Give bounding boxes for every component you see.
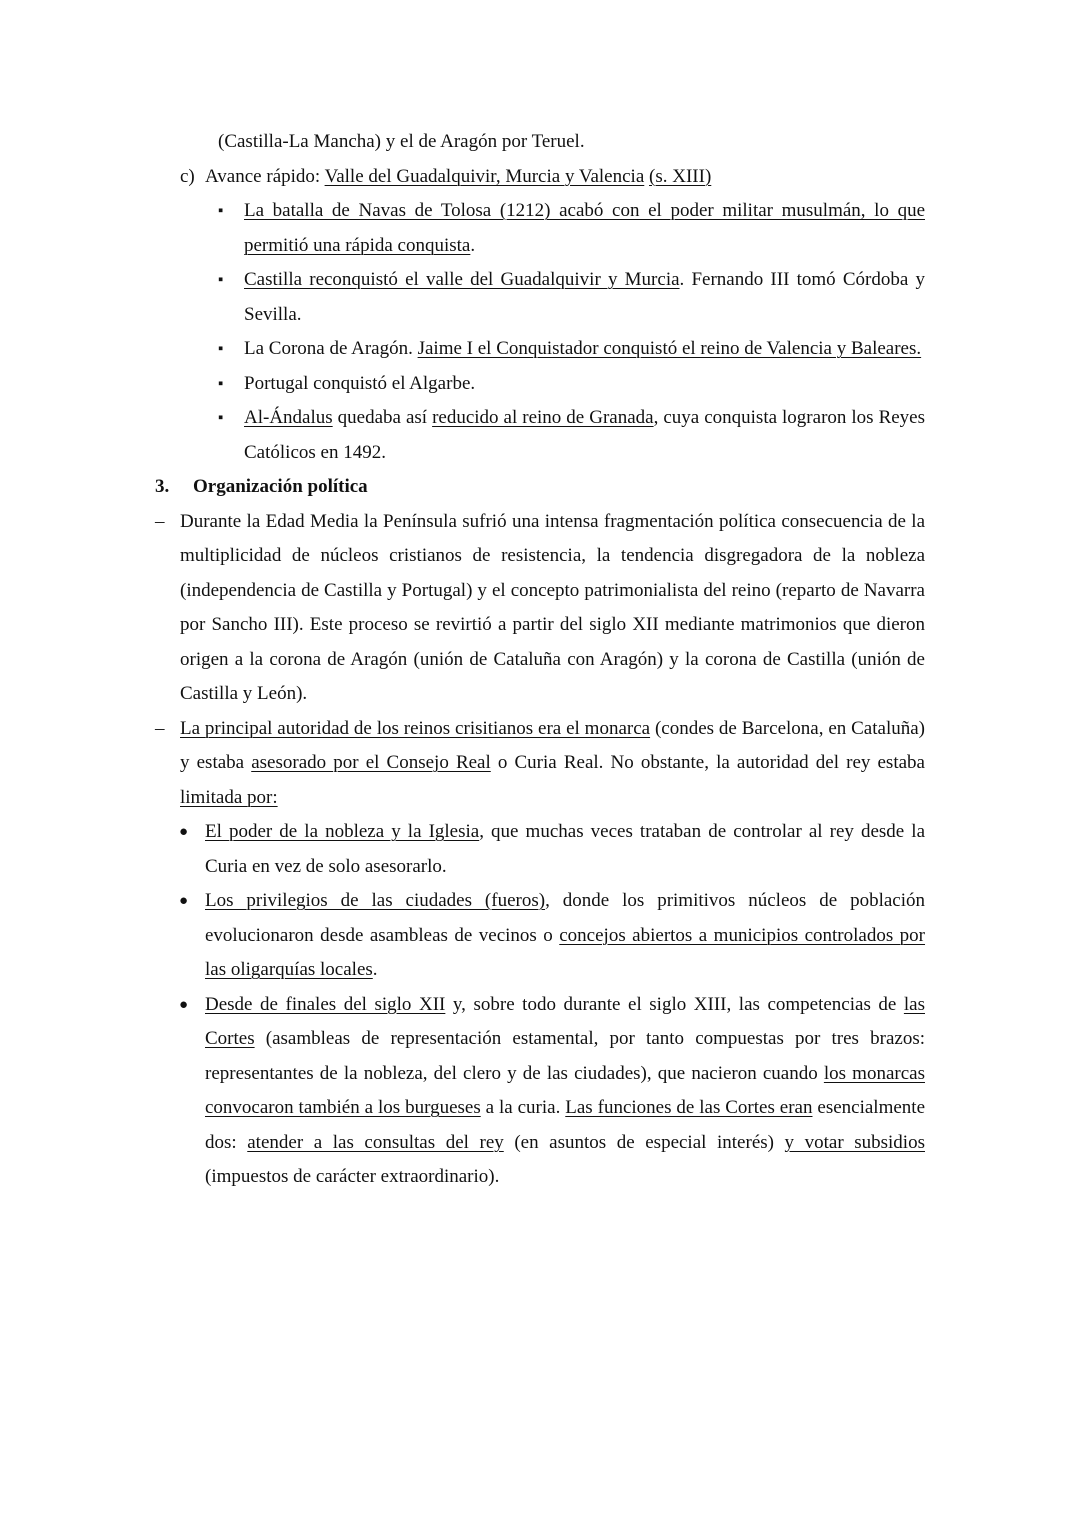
square-bullet-icon: ▪	[218, 341, 224, 357]
text-segment: (impuestos de carácter extraordinario).	[205, 1166, 500, 1187]
text-segment: .	[470, 234, 476, 256]
round-bullet-icon: ●	[179, 996, 189, 1013]
underlined-text: Valle del Guadalquivir, Murcia y Valencia	[324, 165, 645, 187]
round-bullet-item	[0, 988, 1080, 1195]
square-bullet-icon: ▪	[218, 272, 224, 288]
underlined-text: La principal autoridad de los reinos crisitianos era el monarca	[180, 717, 651, 739]
text-segment: . Fernando III tomó Córdoba y Sevilla.	[244, 269, 925, 325]
underlined-text: (s. XIII)	[649, 165, 712, 187]
text-segment: .	[372, 959, 378, 980]
paragraph-text	[244, 367, 925, 402]
paragraph-continuation	[0, 125, 1080, 160]
text-segment: (asambleas de representación estamental, por tanto compuestas por tres brazos: representantes de la nobleza, del clero y de las ciudades), que nacieron cuando	[205, 1028, 925, 1084]
text-segment: La Corona de Aragón.	[244, 338, 418, 359]
square-bullet-icon: ▪	[218, 203, 224, 219]
paragraph-text	[244, 332, 925, 367]
text-segment: (en asuntos de especial interés)	[503, 1131, 785, 1153]
text-segment: (Castilla-La Mancha) y el de Aragón por Teruel.	[218, 131, 585, 152]
text-segment: Durante la Edad Media la Península sufrió una intensa fragmentación política consecuencia de la multiplicidad de núcleos cristianos de resistencia, la tendencia disgregadora de la nobleza (independencia de Castilla y Portugal) y el concepto patrimonialista del reino (reparto de Navarra por Sancho III). Este proceso se revirtió a partir del siglo XII mediante matrimonios que dieron origen a la corona de Aragón (unión de Cataluña con Aragón) y la corona de Castilla (unión de Castilla y León).	[180, 510, 925, 704]
paragraph-text	[205, 815, 925, 884]
round-bullet-icon: ●	[179, 893, 189, 909]
paragraph-text	[193, 470, 925, 505]
section-heading	[0, 470, 1080, 505]
square-bullet-item	[0, 194, 1080, 263]
underlined-text: Jaime I el Conquistador conquistó el reino de Valencia y Baleares.	[417, 338, 922, 359]
underlined-text: atender a las consultas del rey	[247, 1131, 504, 1153]
underlined-text: Castilla reconquistó el valle del Guadalquivir y Murcia	[244, 269, 680, 290]
square-bullet-item	[0, 263, 1080, 332]
paragraph-text	[205, 988, 925, 1195]
square-bullet-item	[0, 367, 1080, 402]
text-segment: o Curia Real. No obstante, la autoridad del rey estaba	[490, 752, 925, 773]
underlined-text: Los privilegios de las ciudades (fueros)	[205, 890, 546, 911]
underlined-text: La batalla de Navas de Tolosa (1212) acabó con el poder militar musulmán, lo que permitió una rápida conquista	[244, 200, 925, 256]
round-bullet-icon: ●	[179, 824, 189, 840]
paragraph-text	[205, 160, 925, 195]
list-marker: c)	[180, 165, 195, 187]
text-segment: Organización política	[193, 476, 368, 497]
square-bullet-item	[0, 332, 1080, 367]
paragraph-text	[244, 401, 925, 470]
text-segment: a la curia.	[480, 1097, 566, 1118]
text-segment: esencialmente dos:	[205, 1097, 926, 1153]
paragraph-text	[218, 125, 925, 160]
square-bullet-icon: ▪	[218, 410, 224, 426]
text-segment: Avance rápido:	[205, 165, 325, 187]
underlined-text: concejos abiertos a municipios controlados por las oligarquías locales	[205, 924, 926, 980]
underlined-text: El poder de la nobleza y la Iglesia	[205, 821, 480, 842]
underlined-text: asesorado por el Consejo Real	[251, 752, 491, 773]
dash-paragraph	[0, 505, 1080, 712]
square-bullet-item	[0, 401, 1080, 470]
document-page	[0, 125, 1080, 1195]
text-segment: y, sobre todo durante el siglo XIII, las competencias de	[445, 993, 904, 1015]
underlined-text: reducido al reino de Granada	[432, 407, 654, 428]
list-marker: –	[155, 510, 165, 532]
paragraph-text	[205, 884, 925, 988]
round-bullet-item	[0, 815, 1080, 884]
text-segment: , cuya conquista lograron los Reyes Católicos en 1492.	[244, 407, 926, 463]
text-segment: (condes de Barcelona, en Cataluña) y estaba	[180, 717, 925, 773]
paragraph-text	[244, 263, 925, 332]
underlined-text: Desde de finales del siglo XII	[205, 993, 446, 1015]
text-segment: , que muchas veces trataban de controlar al rey desde la Curia en vez de solo asesorarlo.	[205, 821, 925, 877]
underlined-text: los monarcas convocaron también a los burgueses	[205, 1062, 925, 1118]
underlined-text: Al-Ándalus	[244, 407, 333, 428]
round-bullet-item	[0, 884, 1080, 988]
underlined-text: limitada por:	[180, 786, 278, 808]
text-segment: Portugal conquistó el Algarbe.	[244, 372, 476, 394]
underlined-text: Las funciones de las Cortes eran	[565, 1097, 813, 1118]
paragraph-text	[180, 505, 925, 712]
text-segment: quedaba así	[332, 407, 433, 428]
lettered-item	[0, 160, 1080, 195]
list-marker: 3.	[155, 476, 170, 497]
paragraph-text	[244, 194, 925, 263]
underlined-text: las Cortes	[205, 993, 925, 1049]
square-bullet-icon: ▪	[218, 375, 224, 392]
list-marker: –	[155, 717, 165, 739]
paragraph-text	[180, 712, 925, 816]
text-segment: , donde los primitivos núcleos de población evolucionaron desde asambleas de vecinos o	[205, 890, 925, 946]
underlined-text: y votar subsidios	[784, 1131, 925, 1153]
dash-paragraph	[0, 712, 1080, 816]
